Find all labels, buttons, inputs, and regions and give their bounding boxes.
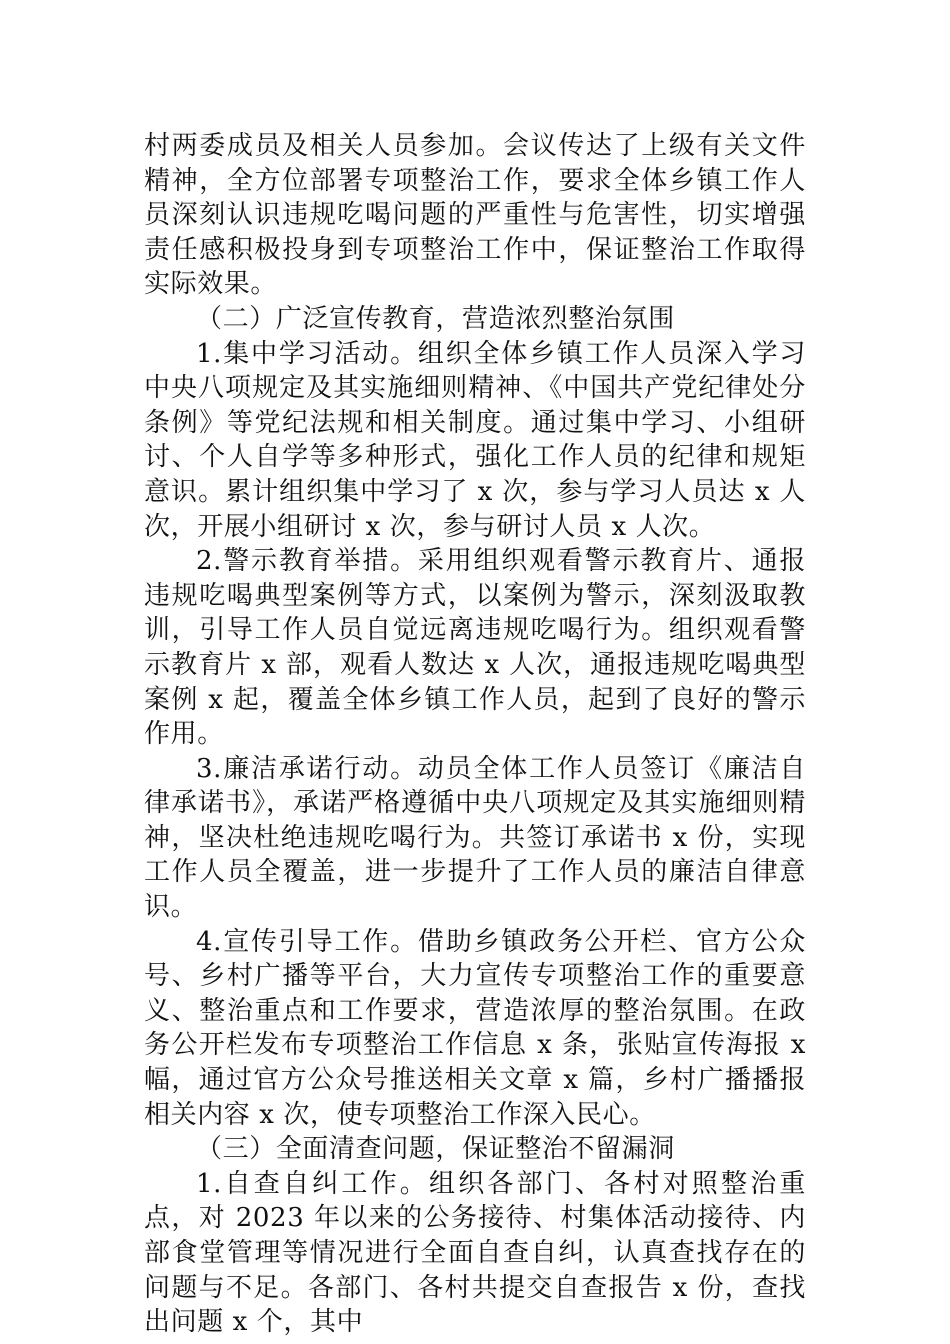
continuation-paragraph: 村两委成员及相关人员参加。会议传达了上级有关文件精神，全方位部署专项整治工作，要求全体乡镇工作人员深刻认识违规吃喝问题的严重性与危害性，切实增强责任感积极投身到专项整治工作中，保证整治工作取得实际效果。 — [144, 131, 806, 300]
paragraph-self-inspection: 1.自查自纠工作。组织各部门、各村对照整治重点，对 2023 年以来的公务接待、村集体活动接待、内部食堂管理等情况进行全面自查自纠，认真查找存在的问题与不足。各部门、各村共提交自查报告 x 份，查找出问题 x 个，其中 — [144, 1168, 806, 1338]
section-heading-2: （二）广泛宣传教育，营造浓烈整治氛围 — [196, 303, 675, 334]
section-heading-3: （三）全面清查问题，保证整治不留漏洞 — [196, 1134, 675, 1165]
paragraph-warning-education: 2.警示教育举措。采用组织观看警示教育片、通报违规吃喝典型案例等方式，以案例为警示，深刻汲取教训，引导工作人员自觉远离违规吃喝行为。组织观看警示教育片 x 部，观看人数达 x 人次，通报违规吃喝典型案例 x 起，覆盖全体乡镇工作人员，起到了良好的警示作用。 — [144, 546, 806, 750]
paragraph-publicity-guidance: 4.宣传引导工作。借助乡镇政务公开栏、官方公众号、乡村广播等平台，大力宣传专项整治工作的重要意义、整治重点和工作要求，营造浓厚的整治氛围。在政务公开栏发布专项整治工作信息 x 条，张贴宣传海报 x 幅，通过官方公众号推送相关文章 x 篇，乡村广播播报相关内容 x 次，使专项整治工作深入民心。 — [144, 926, 806, 1130]
document-body — [144, 129, 806, 1340]
paragraph-integrity-pledge: 3.廉洁承诺行动。动员全体工作人员签订《廉洁自律承诺书》，承诺严格遵循中央八项规定及其实施细则精神，坚决杜绝违规吃喝行为。共签订承诺书 x 份，实现工作人员全覆盖，进一步提升了工作人员的廉洁自律意识。 — [144, 753, 806, 923]
paragraph-study-activities: 1.集中学习活动。组织全体乡镇工作人员深入学习中央八项规定及其实施细则精神、《中国共产党纪律处分条例》等党纪法规和相关制度。通过集中学习、小组研讨、个人自学等多种形式，强化工作人员的纪律和规矩意识。累计组织集中学习了 x 次，参与学习人员达 x 人次，开展小组研讨 x 次，参与研讨人员 x 人次。 — [144, 338, 806, 542]
